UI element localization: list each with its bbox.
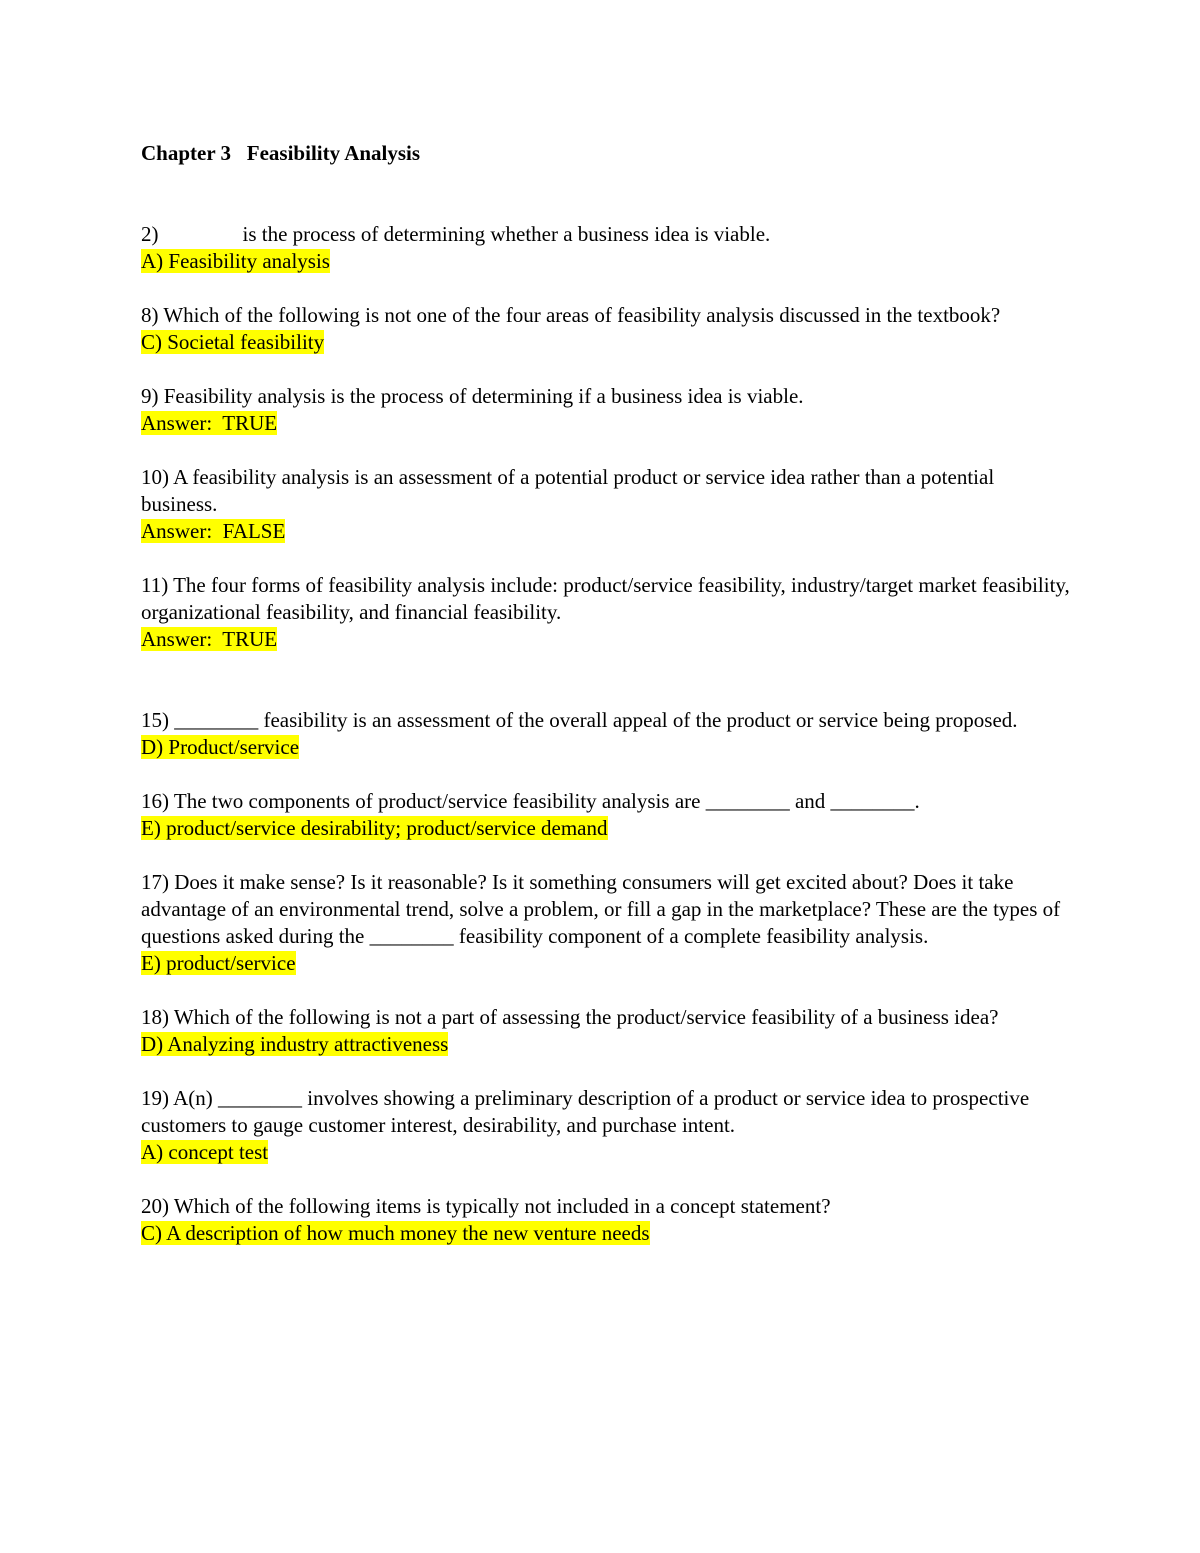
question-2 xyxy=(141,221,1071,275)
question-text: 17) Does it make sense? Is it reasonable? Is it something consumers will get excited about? Does it take advantage of an environmental trend, solve a problem, or fill a gap in the marketplace? These are the types of questions asked during the ________ feasibility component of a complete feasibility analysis. xyxy=(141,870,1061,948)
answer-text: E) product/service xyxy=(141,951,296,975)
answer-text: Answer: FALSE xyxy=(141,519,286,543)
question-20 xyxy=(141,1193,1071,1247)
question-text: 2) is the process of determining whether a business idea is viable. xyxy=(141,222,771,246)
question-16 xyxy=(141,788,1071,842)
answer-highlight xyxy=(141,518,1071,545)
answer-text: C) Societal feasibility xyxy=(141,330,325,354)
question-text: 16) The two components of product/service feasibility analysis are ________ and ________. xyxy=(141,789,920,813)
question-15 xyxy=(141,707,1071,761)
answer-text: E) product/service desirability; product/service demand xyxy=(141,816,608,840)
question-8 xyxy=(141,302,1071,356)
question-18 xyxy=(141,1004,1071,1058)
answer-text: D) Product/service xyxy=(141,735,300,759)
answer-highlight xyxy=(141,248,1071,275)
answer-highlight xyxy=(141,329,1071,356)
question-9 xyxy=(141,383,1071,437)
answer-text: A) Feasibility analysis xyxy=(141,249,330,273)
answer-text: Answer: TRUE xyxy=(141,627,278,651)
answer-highlight xyxy=(141,734,1071,761)
question-19 xyxy=(141,1085,1071,1166)
answer-highlight xyxy=(141,815,1071,842)
answer-highlight xyxy=(141,626,1071,653)
document-page xyxy=(141,140,1071,1274)
question-11 xyxy=(141,572,1071,653)
question-text: 20) Which of the following items is typically not included in a concept statement? xyxy=(141,1194,831,1218)
question-text: 10) A feasibility analysis is an assessment of a potential product or service idea rather than a potential business. xyxy=(141,465,995,516)
question-text: 11) The four forms of feasibility analysis include: product/service feasibility, industry/target market feasibility, organizational feasibility, and financial feasibility. xyxy=(141,573,1070,624)
answer-text: A) concept test xyxy=(141,1140,269,1164)
answer-text: C) A description of how much money the new venture needs xyxy=(141,1221,650,1245)
question-17 xyxy=(141,869,1071,977)
answer-highlight xyxy=(141,410,1071,437)
question-text: 8) Which of the following is not one of the four areas of feasibility analysis discussed in the textbook? xyxy=(141,303,1001,327)
answer-highlight xyxy=(141,1139,1071,1166)
question-text: 18) Which of the following is not a part of assessing the product/service feasibility of a business idea? xyxy=(141,1005,999,1029)
question-10 xyxy=(141,464,1071,545)
answer-text: Answer: TRUE xyxy=(141,411,278,435)
answer-highlight xyxy=(141,1220,1071,1247)
chapter-title: Chapter 3 Feasibility Analysis xyxy=(141,141,421,165)
question-text: 9) Feasibility analysis is the process of determining if a business idea is viable. xyxy=(141,384,804,408)
answer-highlight xyxy=(141,950,1071,977)
question-text: 15) ________ feasibility is an assessment of the overall appeal of the product or service being proposed. xyxy=(141,708,1018,732)
answer-highlight xyxy=(141,1031,1071,1058)
question-text: 19) A(n) ________ involves showing a preliminary description of a product or service idea to prospective customers to gauge customer interest, desirability, and purchase intent. xyxy=(141,1086,1030,1137)
answer-text: D) Analyzing industry attractiveness xyxy=(141,1032,449,1056)
